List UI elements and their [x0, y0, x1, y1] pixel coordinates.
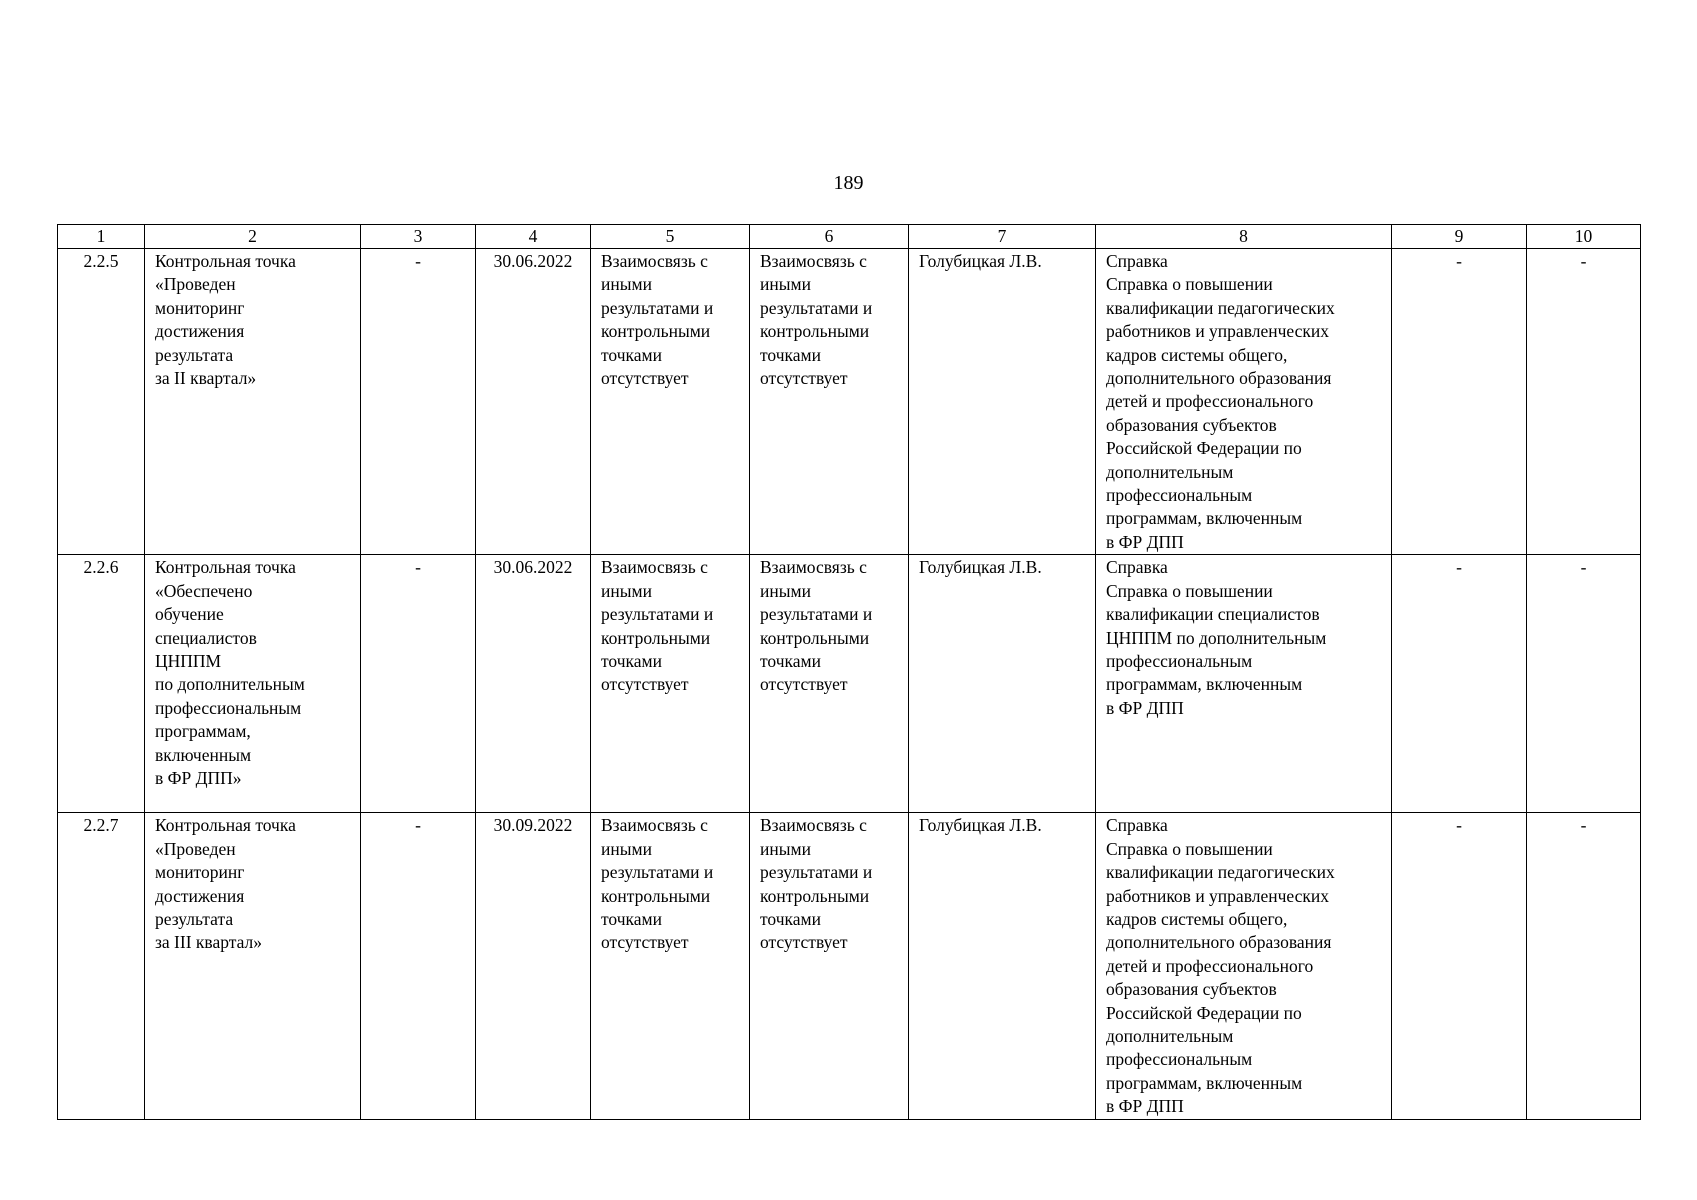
responsible-person: Голубицкая Л.В. [909, 555, 1096, 813]
relation-next-line: иными [760, 580, 811, 601]
cell-dash: - [1392, 249, 1527, 555]
document-description-line: профессиональным [1106, 650, 1253, 671]
page-number: 189 [833, 172, 864, 194]
table-row [58, 813, 1641, 1119]
document-description-line: детей и профессионального [1106, 955, 1314, 976]
cell-dash: - [1527, 249, 1641, 555]
control-point-name-line: программам, [155, 721, 251, 742]
control-point-name-line: «Проведен [155, 838, 236, 859]
column-header: 7 [909, 225, 1096, 249]
table-row [58, 249, 1641, 555]
relation-next-line: отсутствует [760, 368, 848, 389]
relation-previous-line: отсутствует [601, 674, 689, 695]
relation-previous-line: иными [601, 274, 652, 295]
control-point-name [145, 249, 361, 555]
relation-previous-line: контрольными [601, 885, 711, 906]
control-point-name-line: Контрольная точка [155, 251, 296, 271]
relation-next-line: точками [760, 650, 821, 671]
document-description-line: профессиональным [1106, 485, 1253, 506]
cell-dash: - [1527, 813, 1641, 1119]
relation-next-line: результатами и [760, 604, 873, 625]
cell-dash: - [1392, 555, 1527, 813]
relation-previous-line: результатами и [601, 604, 714, 625]
document-description-line: Справка [1106, 557, 1168, 578]
document-description-line: дополнительным [1106, 461, 1234, 482]
control-point-name-line: включенным [155, 744, 252, 765]
relation-next-line: отсутствует [760, 932, 848, 953]
relation-previous-line: иными [601, 838, 652, 859]
relation-next-line: Взаимосвязь с [760, 557, 867, 578]
column-header: 1 [58, 225, 145, 249]
document-description [1096, 555, 1392, 813]
control-point-name-line: мониторинг [155, 297, 245, 318]
document-description-line: профессиональным [1106, 1049, 1253, 1070]
relation-previous-line: Взаимосвязь с [601, 557, 708, 578]
document-description-line: Справка [1106, 815, 1168, 836]
relation-previous [591, 555, 750, 813]
document-description-line: ЦНППМ по дополнительным [1106, 627, 1327, 648]
relation-next-line: точками [760, 344, 821, 365]
document-description-line: в ФР ДПП [1106, 531, 1184, 552]
relation-previous-line: результатами и [601, 862, 714, 883]
relation-previous [591, 249, 750, 555]
document-description-line: кадров системы общего, [1106, 344, 1288, 365]
completion-date: 30.06.2022 [476, 249, 591, 555]
relation-previous-line: результатами и [601, 297, 714, 318]
column-header: 8 [1096, 225, 1392, 249]
document-description [1096, 249, 1392, 555]
relation-next-line: иными [760, 274, 811, 295]
control-point-name-line: по дополнительным [155, 674, 305, 695]
document-description-line: программам, включенным [1106, 674, 1303, 695]
control-point-name-line: профессиональным [155, 697, 302, 718]
header-row [58, 225, 1641, 249]
row-number: 2.2.7 [58, 813, 145, 1119]
column-header: 3 [361, 225, 476, 249]
cell-dash: - [361, 813, 476, 1119]
relation-previous-line: отсутствует [601, 368, 689, 389]
relation-next-line: Взаимосвязь с [760, 815, 867, 836]
relation-next-line: контрольными [760, 321, 870, 342]
document-description-line: квалификации специалистов [1106, 604, 1320, 625]
control-point-name-line: мониторинг [155, 862, 245, 883]
control-point-name-line: за III квартал» [155, 932, 262, 953]
control-point-name-line: достижения [155, 885, 245, 906]
document-description-line: работников и управленческих [1106, 321, 1329, 342]
document-description-line: дополнительного образования [1106, 368, 1332, 389]
document-description-line: Российской Федерации по [1106, 1002, 1302, 1023]
document-description-line: образования субъектов [1106, 979, 1277, 1000]
document-description-line: работников и управленческих [1106, 885, 1329, 906]
relation-previous-line: отсутствует [601, 932, 689, 953]
column-header: 2 [145, 225, 361, 249]
relation-next [750, 555, 909, 813]
column-header: 6 [750, 225, 909, 249]
relation-previous-line: точками [601, 650, 662, 671]
document-description-line: Справка [1106, 251, 1168, 271]
cell-dash: - [1527, 555, 1641, 813]
document-description-line: Справка о повышении [1106, 838, 1273, 859]
document-description-line: в ФР ДПП [1106, 1096, 1184, 1117]
control-point-name-line: в ФР ДПП» [155, 767, 242, 788]
control-point-name [145, 813, 361, 1119]
completion-date: 30.06.2022 [476, 555, 591, 813]
control-point-name-line: «Проведен [155, 274, 236, 295]
row-number: 2.2.6 [58, 555, 145, 813]
relation-next-line: точками [760, 908, 821, 929]
document-description-line: образования субъектов [1106, 414, 1277, 435]
cell-dash: - [361, 555, 476, 813]
column-header: 5 [591, 225, 750, 249]
relation-previous-line: точками [601, 908, 662, 929]
relation-previous-line: точками [601, 344, 662, 365]
document-description-line: детей и профессионального [1106, 391, 1314, 412]
relation-next [750, 249, 909, 555]
relation-previous-line: контрольными [601, 321, 711, 342]
column-header: 9 [1392, 225, 1527, 249]
cell-dash: - [361, 249, 476, 555]
relation-next [750, 813, 909, 1119]
document-description-line: дополнительным [1106, 1025, 1234, 1046]
control-point-name-line: Контрольная точка [155, 557, 296, 578]
control-points-table [57, 224, 1641, 1120]
document-description-line: Справка о повышении [1106, 274, 1273, 295]
relation-next-line: отсутствует [760, 674, 848, 695]
document-description-line: дополнительного образования [1106, 932, 1332, 953]
control-point-name-line: обучение [155, 604, 224, 625]
relation-previous-line: контрольными [601, 627, 711, 648]
document-description-line: программам, включенным [1106, 1072, 1303, 1093]
relation-previous-line: иными [601, 580, 652, 601]
document-description-line: в ФР ДПП [1106, 697, 1184, 718]
column-header: 10 [1527, 225, 1641, 249]
control-point-name-line: специалистов [155, 627, 257, 648]
relation-next-line: Взаимосвязь с [760, 251, 867, 271]
relation-next-line: контрольными [760, 885, 870, 906]
relation-previous-line: Взаимосвязь с [601, 251, 708, 271]
relation-previous-line: Взаимосвязь с [601, 815, 708, 836]
table-row [58, 555, 1641, 813]
control-point-name [145, 555, 361, 813]
document-description-line: Российской Федерации по [1106, 438, 1302, 459]
control-point-name-line: «Обеспечено [155, 580, 253, 601]
row-number: 2.2.5 [58, 249, 145, 555]
document-description-line: программам, включенным [1106, 508, 1303, 529]
relation-next-line: результатами и [760, 297, 873, 318]
completion-date: 30.09.2022 [476, 813, 591, 1119]
cell-dash: - [1392, 813, 1527, 1119]
responsible-person: Голубицкая Л.В. [909, 249, 1096, 555]
control-point-name-line: за II квартал» [155, 368, 257, 389]
control-point-name-line: достижения [155, 321, 245, 342]
document-description-line: кадров системы общего, [1106, 908, 1288, 929]
relation-next-line: контрольными [760, 627, 870, 648]
relation-next-line: иными [760, 838, 811, 859]
document-description [1096, 813, 1392, 1119]
control-point-name-line: Контрольная точка [155, 815, 296, 836]
responsible-person: Голубицкая Л.В. [909, 813, 1096, 1119]
document-description-line: Справка о повышении [1106, 580, 1273, 601]
control-point-name-line: результата [155, 344, 234, 365]
control-point-name-line: ЦНППМ [155, 650, 222, 671]
column-header: 4 [476, 225, 591, 249]
control-point-name-line: результата [155, 908, 234, 929]
relation-previous [591, 813, 750, 1119]
relation-next-line: результатами и [760, 862, 873, 883]
document-description-line: квалификации педагогических [1106, 862, 1335, 883]
document-description-line: квалификации педагогических [1106, 297, 1335, 318]
